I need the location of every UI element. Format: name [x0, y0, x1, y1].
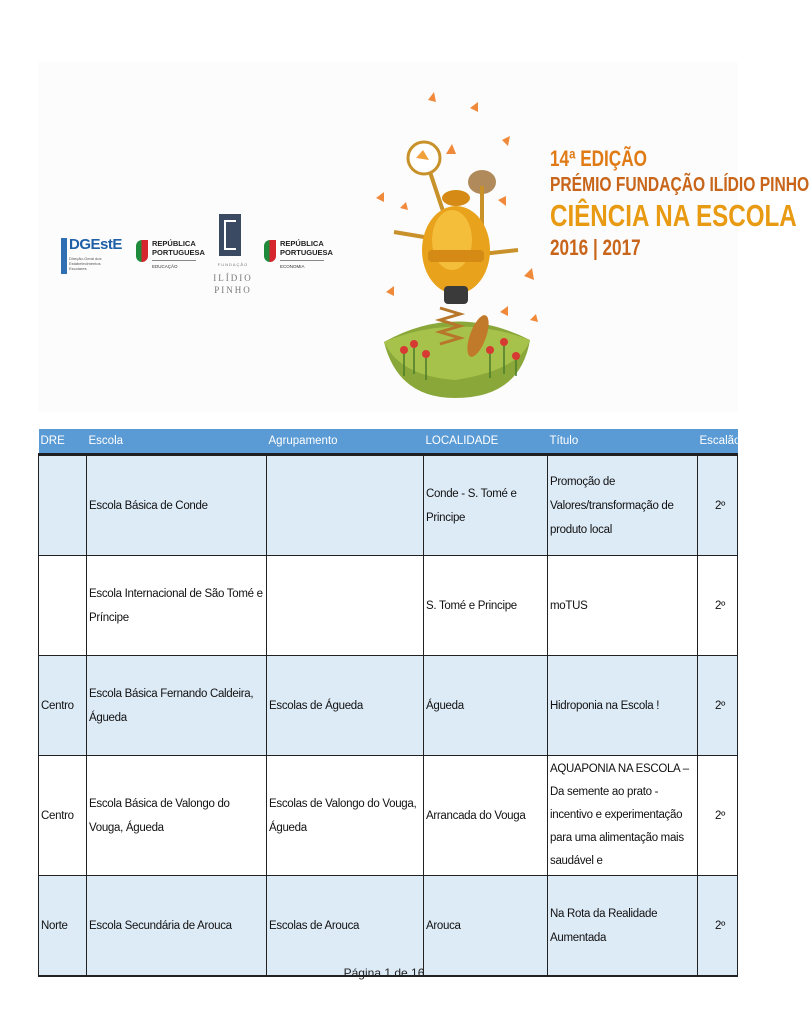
cell-localidade: S. Tomé e Principe: [424, 556, 548, 656]
cell-agrupamento: [267, 455, 424, 556]
cell-escalao: 2º: [698, 876, 738, 977]
cell-localidade: Águeda: [424, 656, 548, 756]
fundacao-label: FUNDAÇÃO: [217, 262, 249, 267]
republica-educacao-logo: [136, 238, 205, 282]
cell-agrupamento: [267, 556, 424, 656]
cell-titulo: Promoção de Valores/transformação de produto local: [548, 455, 698, 556]
cell-titulo: Na Rota da Realidade Aumentada: [548, 876, 698, 977]
header-titulo: Título: [548, 429, 698, 455]
fundacao-name-1: ILÍDIO: [213, 273, 253, 283]
dgeste-logo-subtitle: Direção-Geral dos Estabelecimentos Escolares: [69, 256, 102, 271]
republica-economia-line2: PORTUGUESA: [280, 248, 333, 257]
cell-escola: Escola Internacional de São Tomé e Príncipe: [87, 556, 267, 656]
cell-agrupamento: Escolas de Arouca: [267, 876, 424, 977]
table-row: [39, 876, 738, 977]
cell-escalao: 2º: [698, 556, 738, 656]
cell-escalao: 2º: [698, 756, 738, 876]
republica-educacao-line2: PORTUGUESA: [152, 248, 205, 257]
cell-localidade: Conde - S. Tomé e Principe: [424, 455, 548, 556]
cell-escola: Escola Secundária de Arouca: [87, 876, 267, 977]
robot-illustration: [370, 80, 540, 398]
republica-educacao-sub: EDUCAÇÃO: [152, 264, 178, 269]
table-row: [39, 455, 738, 556]
table-row: [39, 756, 738, 876]
edition-years: 2016 | 2017: [550, 235, 641, 260]
republica-economia-line1: REPÚBLICA: [280, 239, 324, 248]
fundacao-ilidio-pinho-logo: [213, 214, 253, 304]
cell-escalao: 2º: [698, 656, 738, 756]
header-escola: Escola: [87, 429, 267, 455]
cell-escola: Escola Básica Fernando Caldeira, Águeda: [87, 656, 267, 756]
cell-escola: Escola Básica de Conde: [87, 455, 267, 556]
cell-titulo: moTUS: [548, 556, 698, 656]
schools-table: [38, 429, 741, 977]
republica-educacao-line1: REPÚBLICA: [152, 239, 196, 248]
edition-number: 14ª EDIÇÃO: [550, 146, 647, 171]
cell-dre: Centro: [39, 656, 87, 756]
cell-dre: [39, 556, 87, 656]
program-name: CIÊNCIA NA ESCOLA: [550, 198, 797, 233]
cell-agrupamento: Escolas de Valongo do Vouga, Águeda: [267, 756, 424, 876]
cell-localidade: Arrancada do Vouga: [424, 756, 548, 876]
cell-titulo: Hidroponia na Escola !: [548, 656, 698, 756]
banner: [38, 62, 809, 412]
cell-localidade: Arouca: [424, 876, 548, 977]
dgeste-logo-word: DGEstE: [69, 236, 122, 253]
header-localidade: LOCALIDADE: [424, 429, 548, 455]
fundacao-name-2: PINHO: [214, 285, 252, 295]
cell-dre: Centro: [39, 756, 87, 876]
table-row: [39, 656, 738, 756]
cell-dre: Norte: [39, 876, 87, 977]
cell-dre: [39, 455, 87, 556]
republica-economia-sub: ECONOMIA: [280, 264, 305, 269]
prize-name: PRÉMIO FUNDAÇÃO ILÍDIO PINHO: [550, 174, 809, 196]
cell-escalao: 2º: [698, 455, 738, 556]
header-dre: DRE: [39, 429, 87, 455]
cell-escola: Escola Básica de Valongo do Vouga, Águeda: [87, 756, 267, 876]
header-agrupamento: Agrupamento: [267, 429, 424, 455]
edition-title: [550, 146, 809, 262]
cell-agrupamento: Escolas de Águeda: [267, 656, 424, 756]
table-header-row: [39, 429, 738, 455]
page-number: Página 1 de 16: [343, 966, 425, 980]
republica-economia-logo: [264, 238, 333, 282]
header-escalao: Escalão: [698, 429, 738, 455]
dgeste-logo: [61, 234, 122, 280]
cell-titulo: AQUAPONIA NA ESCOLA – Da semente ao prato - incentivo e experimentação para uma alimentação mais saudável e: [548, 756, 698, 876]
table-row: [39, 556, 738, 656]
